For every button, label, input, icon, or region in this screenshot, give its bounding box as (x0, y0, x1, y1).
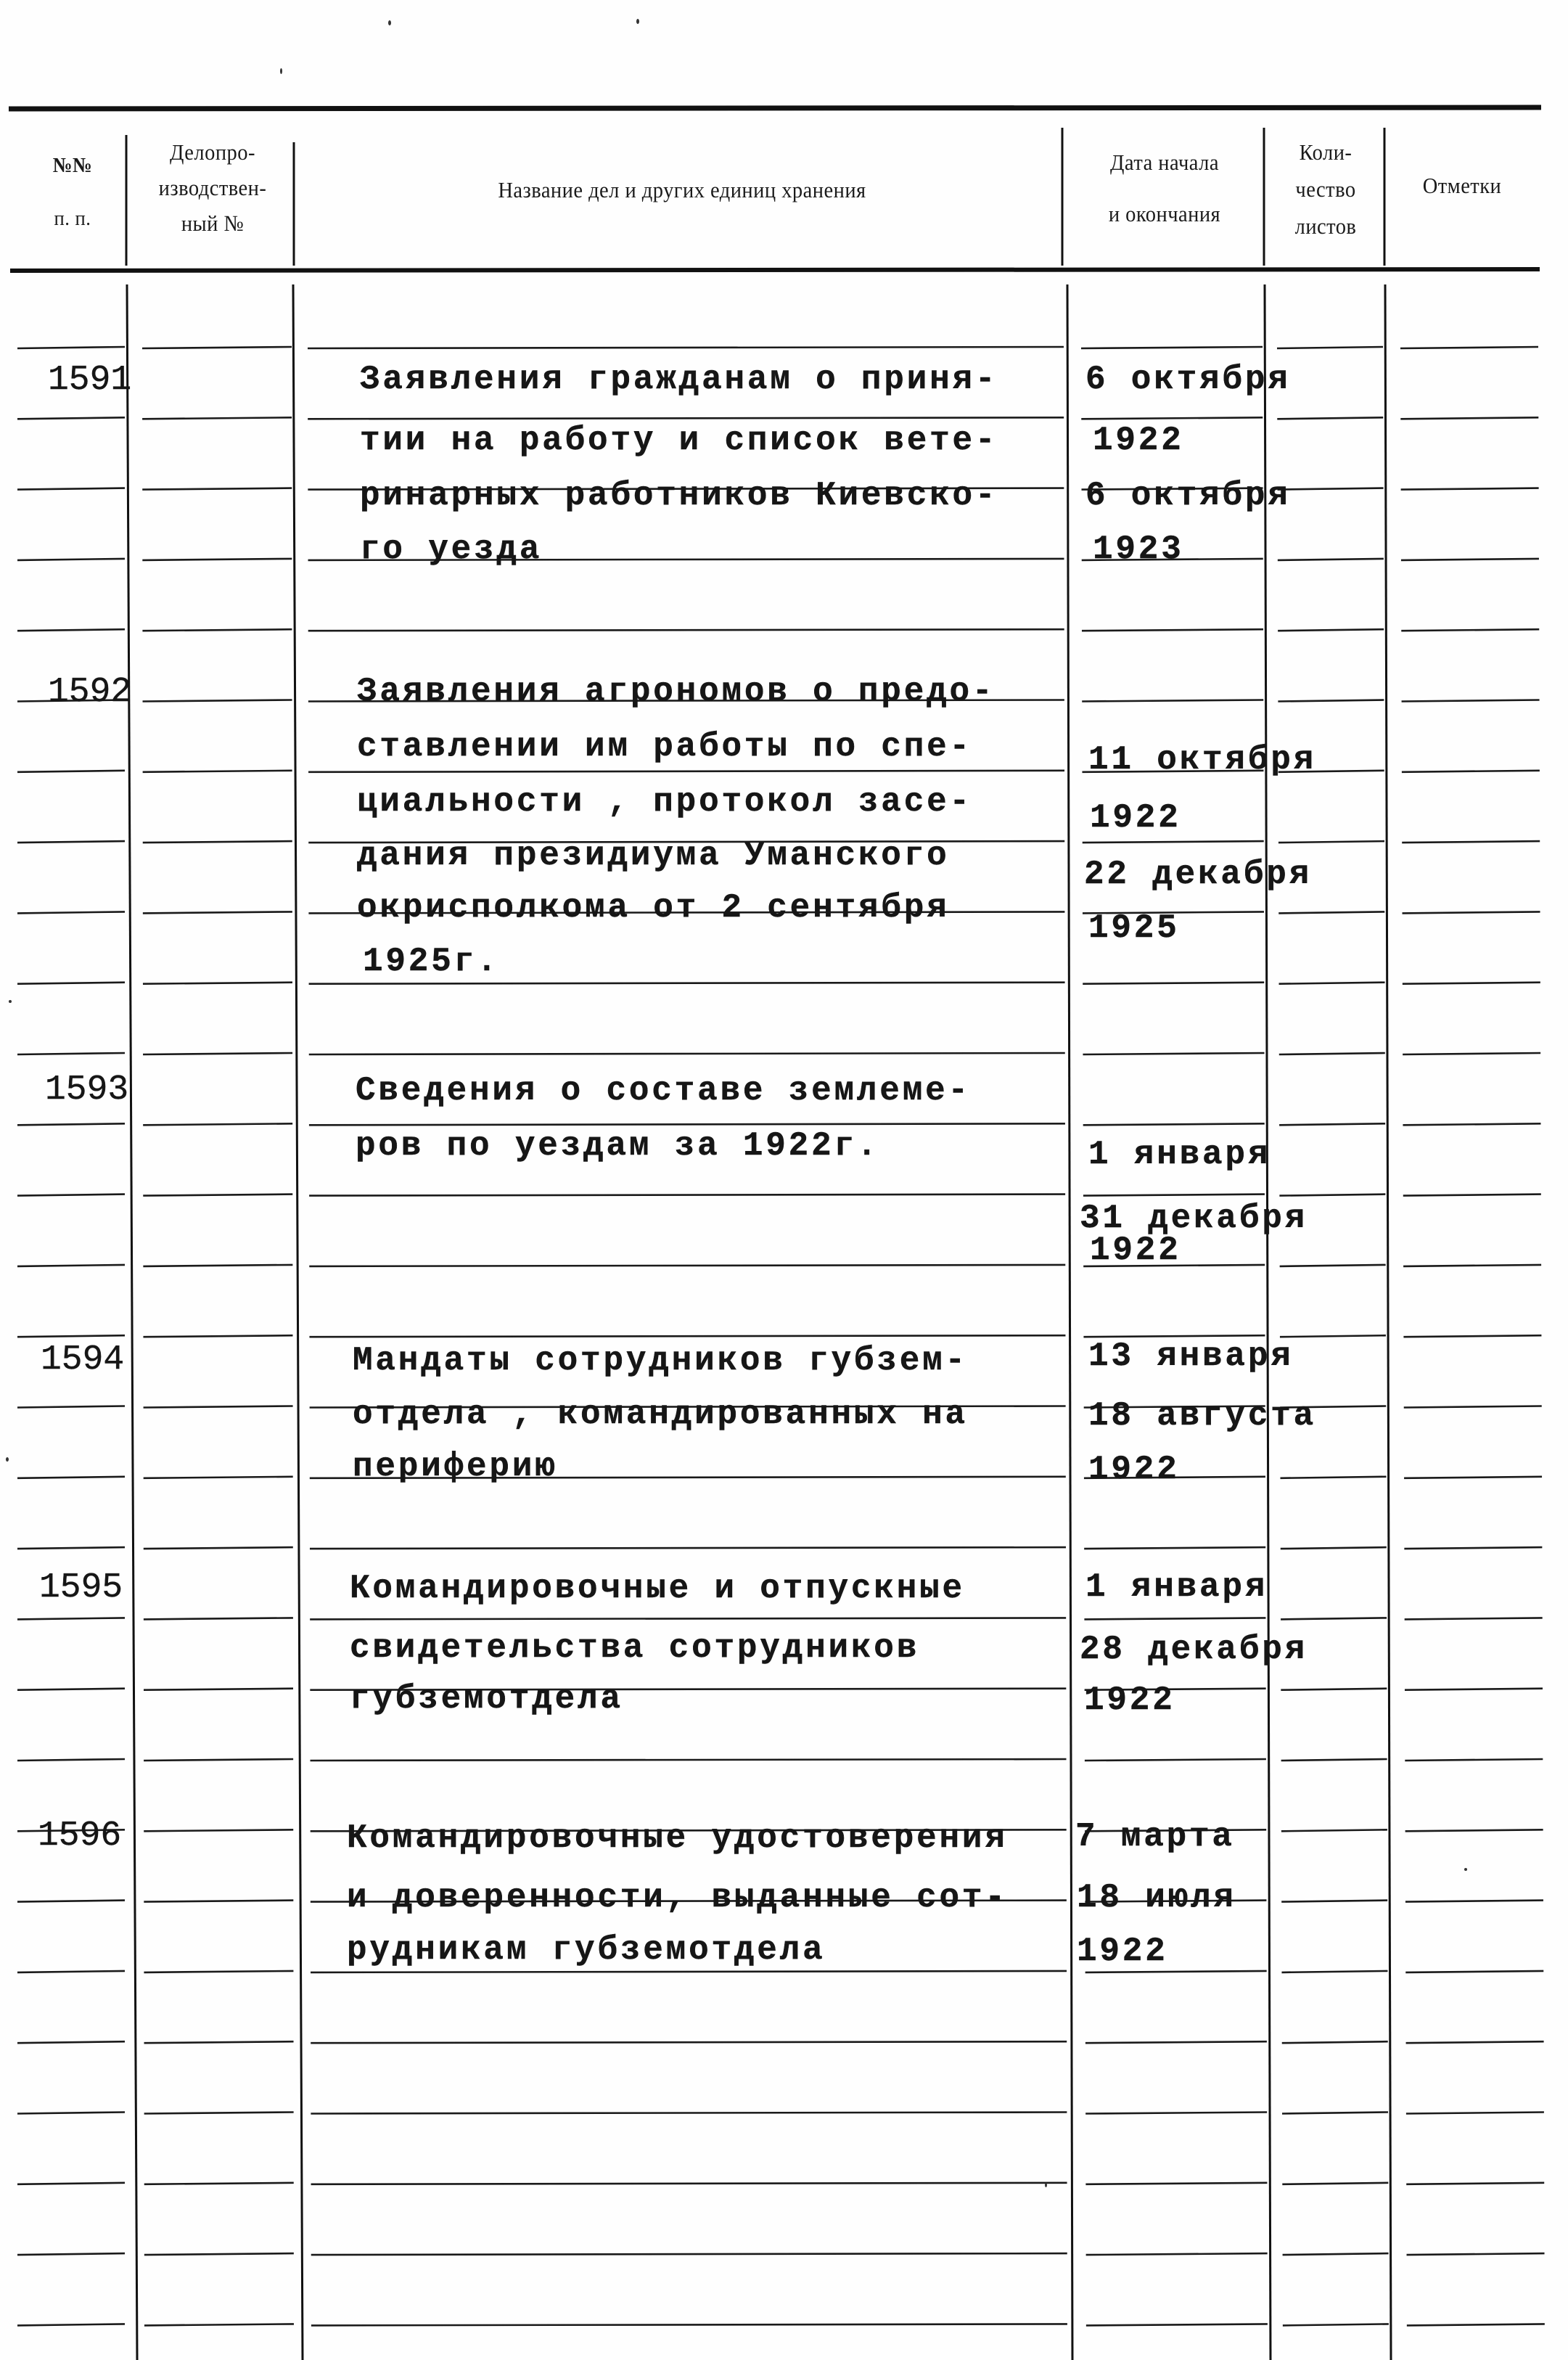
entry-title-line: Заявления агрономов о предо- (357, 673, 996, 710)
header-col-notes: Отметки (1422, 173, 1502, 198)
entry-number: 1596 (38, 1816, 122, 1856)
header-col-sheets-line1: Коли- (1299, 139, 1352, 165)
scan-speck (9, 1000, 12, 1003)
entry-date-line: 18 июля (1077, 1879, 1236, 1917)
scan-speck (636, 19, 639, 24)
entry-number: 1593 (45, 1070, 129, 1110)
entry-date-line: 18 августа (1088, 1397, 1317, 1435)
entry-title-line: циальности , протокол засе- (357, 783, 972, 821)
header-col-dates-line1: Дата начала (1110, 149, 1219, 175)
entry-date-line: 1922 (1090, 1232, 1181, 1269)
entry-title-line: ров по уездам за 1922г. (356, 1127, 880, 1165)
entry-title-line: отдела , командированных на (353, 1396, 968, 1433)
header-col-number-line2: п. п. (54, 207, 91, 230)
entry-date-line: 22 декабря (1084, 856, 1313, 893)
entry-title-line: ставлении им работы по спе- (357, 728, 972, 766)
header-col-sheets-line3: листов (1294, 213, 1357, 239)
entry-title-line: рудникам губземотдела (347, 1931, 826, 1969)
scan-speck (6, 1457, 9, 1462)
entry-date-line: 1922 (1093, 422, 1184, 459)
entry-date-line: 1922 (1084, 1681, 1175, 1719)
entry-number: 1591 (48, 361, 132, 400)
header-col-office-number-line1: Делопро- (170, 139, 255, 165)
entry-title-line: тии на работу и список вете- (360, 422, 998, 459)
entry-date-line: 7 марта (1075, 1818, 1235, 1856)
scan-speck (1464, 1868, 1467, 1871)
entry-date-line: 1 января (1088, 1136, 1271, 1173)
entry-number: 1595 (39, 1568, 123, 1607)
entry-title-line: Командировочные удостоверения (347, 1819, 1008, 1857)
entry-number: 1594 (41, 1340, 125, 1380)
scan-speck (280, 68, 282, 74)
entry-date-line: 31 декабря (1080, 1200, 1308, 1237)
entry-title-line: периферию (353, 1448, 558, 1486)
entry-title-line: Сведения о составе землеме- (356, 1072, 971, 1110)
header-col-office-number (142, 141, 282, 234)
entry-title-line: дания президиума Уманского (357, 837, 950, 874)
header-col-number (26, 155, 120, 229)
entry-date-line: 1922 (1077, 1933, 1168, 1970)
entry-date-line: 1922 (1090, 799, 1181, 837)
entry-title-line: Командировочные и отпускные (350, 1570, 965, 1607)
header-col-title: Название дел и других единиц хранения (498, 177, 866, 202)
entry-date-line: 28 декабря (1080, 1631, 1308, 1668)
header-col-sheets (1271, 141, 1379, 237)
scan-speck (1045, 2183, 1047, 2187)
header-col-office-number-line3: ный № (181, 210, 245, 236)
entry-date-line: 1923 (1093, 530, 1184, 568)
header-col-dates (1076, 151, 1254, 225)
entry-title-line: ринарных работников Киевско- (360, 477, 998, 515)
header-col-office-number-line2: изводствен- (158, 175, 267, 200)
entry-date-line: 1 января (1085, 1568, 1268, 1606)
entry-date-line: 13 января (1088, 1337, 1294, 1375)
entry-title-line: свидетельства сотрудников (350, 1629, 920, 1667)
entry-title-line: го уезда (360, 530, 543, 568)
header-col-number-line1: №№ (52, 154, 93, 177)
entry-date-line: 11 октября (1088, 741, 1317, 779)
entry-title-line: Мандаты сотрудников губзем- (353, 1342, 968, 1380)
entry-title-line: 1925г. (363, 943, 500, 980)
entry-title-line: и доверенности, выданные сот- (347, 1879, 1008, 1917)
scan-speck (388, 20, 391, 25)
entry-date-line: 6 октября (1085, 477, 1291, 515)
entry-title-line: губземотдела (350, 1680, 623, 1718)
entry-date-line: 1925 (1088, 909, 1180, 947)
entry-date-line: 6 октября (1085, 361, 1291, 398)
header-col-dates-line2: и окончания (1108, 201, 1221, 226)
entry-number: 1592 (48, 673, 132, 712)
entry-title-line: Заявления гражданам о приня- (360, 361, 998, 398)
entry-date-line: 1922 (1088, 1451, 1180, 1488)
entry-title-line: окрисполкома от 2 сентября (357, 889, 950, 927)
header-col-sheets-line2: чество (1295, 176, 1356, 202)
